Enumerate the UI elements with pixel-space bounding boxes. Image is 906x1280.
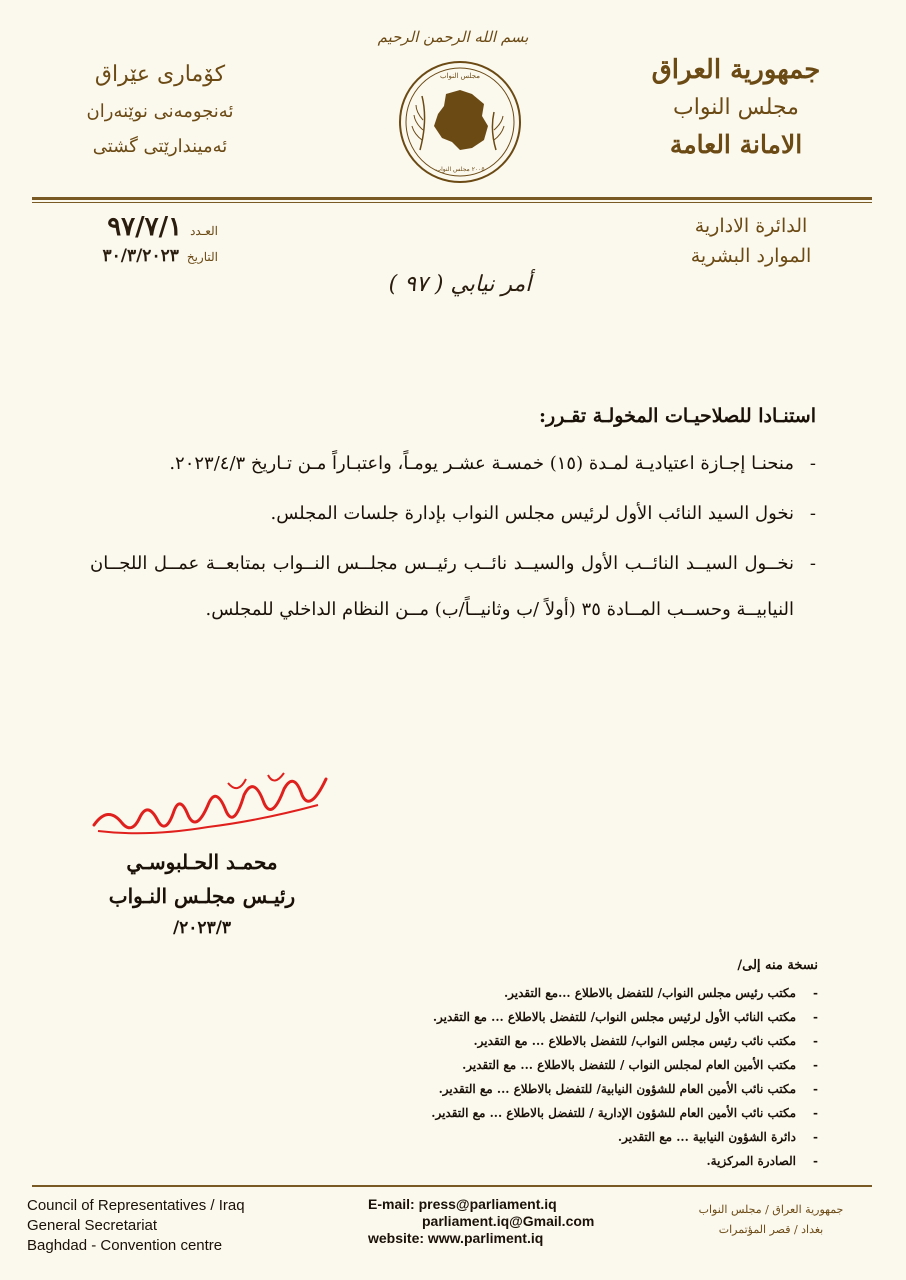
item-dash: - bbox=[813, 1106, 818, 1120]
copy-item-text: دائرة الشؤون النيابية ... مع التقدير. bbox=[617, 1130, 796, 1144]
footer-english-line1: Council of Representatives / Iraq bbox=[27, 1197, 245, 1214]
seal-top-text: مجلس النواب bbox=[439, 72, 481, 80]
item-dash: - bbox=[813, 1154, 818, 1168]
footer-email-secondary[interactable]: parliament.iq@Gmail.com bbox=[422, 1213, 595, 1229]
footer-contacts bbox=[368, 1196, 638, 1247]
reference-number-row bbox=[48, 212, 218, 246]
item-dash: - bbox=[813, 986, 818, 1000]
copy-item bbox=[298, 1149, 818, 1173]
order-item-text: نخول السيد النائب الأول لرئيس مجلس النواب بإدارة جلسات المجلس. bbox=[270, 503, 794, 524]
copy-item-text: الصادرة المركزية. bbox=[706, 1154, 796, 1168]
reference-number-label: العـدد bbox=[190, 224, 218, 238]
letterhead-arabic-line1: جمهورية العراق bbox=[651, 55, 821, 85]
item-dash: - bbox=[813, 1130, 818, 1144]
reference-date-value: ٣٠/٣/٢٠٢٣ bbox=[102, 246, 179, 266]
reference-date-row bbox=[48, 246, 218, 280]
letterhead-kurdish bbox=[60, 62, 260, 157]
department-line1: الدائرة الادارية bbox=[694, 215, 808, 237]
copy-item-text: مكتب نائب الأمين العام للشؤون الإدارية / للتفضل بالاطلاع ... مع التقدير. bbox=[431, 1106, 796, 1120]
order-item-text: نخــول السيــد النائــب الأول والسيــد نائــب رئيــس مجلــس النــواب بمتابعــة عمــل اللجــان النيابيــة وحســب المــادة ٣٥ (أولاً /ب وثانيــاً/ب) مــن النظام الداخلي للمجلس. bbox=[90, 553, 794, 620]
footer-website[interactable]: website: www.parliment.iq bbox=[368, 1230, 544, 1246]
header-rule bbox=[32, 197, 872, 200]
footer-english-line2: General Secretariat bbox=[27, 1217, 158, 1234]
item-dash: - bbox=[813, 1082, 818, 1096]
copy-item-text: مكتب نائب رئيس مجلس النواب/ للتفضل بالاطلاع ... مع التقدير. bbox=[473, 1034, 796, 1048]
order-body bbox=[90, 405, 816, 637]
letterhead-kurdish-line2: ئەنجومەنی نوێنەران bbox=[86, 101, 234, 122]
department-line2: الموارد البشرية bbox=[690, 245, 812, 267]
order-title: أمر نيابي ( ٩٧ ) bbox=[388, 272, 532, 297]
item-dash: - bbox=[813, 1034, 818, 1048]
department-block bbox=[676, 215, 826, 267]
signatory-title: رئيـس مجلـس النـواب bbox=[108, 884, 296, 908]
footer-rule bbox=[32, 1185, 872, 1187]
letterhead-kurdish-line3: ئەمیندارێتی گشتی bbox=[92, 136, 228, 157]
copy-item bbox=[298, 981, 818, 1005]
order-item bbox=[90, 491, 816, 537]
letterhead-arabic-line2: مجلس النواب bbox=[673, 95, 799, 120]
item-dash: - bbox=[809, 553, 816, 574]
reference-block bbox=[48, 212, 218, 280]
signatory-date: ٢٠٢٣/٣/ bbox=[172, 918, 232, 938]
copy-item bbox=[298, 1125, 818, 1149]
handwritten-signature bbox=[88, 765, 338, 845]
footer-email[interactable]: E-mail: press@parliament.iq bbox=[368, 1196, 557, 1212]
reference-date-label: التاريخ bbox=[186, 250, 218, 264]
copy-item-text: مكتب رئيس مجلس النواب/ للتفضل بالاطلاع ...مع التقدير. bbox=[503, 986, 796, 1000]
item-dash: - bbox=[813, 1058, 818, 1072]
footer-english-line3: Baghdad - Convention centre bbox=[27, 1237, 223, 1254]
footer-address-arabic bbox=[681, 1200, 861, 1240]
copy-item-text: مكتب نائب الأمين العام للشؤون النيابية/ للتفضل بالاطلاع ... مع التقدير. bbox=[438, 1082, 796, 1096]
footer-arabic-line2: بغداد / قصر المؤتمرات bbox=[718, 1223, 824, 1236]
basmala: بسم الله الرحمن الرحيم bbox=[377, 28, 529, 46]
item-dash: - bbox=[813, 1010, 818, 1024]
letterhead-arabic bbox=[626, 55, 846, 159]
signatory-name: محمـد الحـلبوسـي bbox=[126, 850, 278, 874]
copy-item-text: مكتب النائب الأول لرئيس مجلس النواب/ للتفضل بالاطلاع ... مع التقدير. bbox=[432, 1010, 796, 1024]
copy-item bbox=[298, 1101, 818, 1125]
reference-number-value: ٩٧/٧/١ bbox=[107, 212, 183, 242]
footer-arabic-line1: جمهورية العراق / مجلس النواب bbox=[698, 1203, 844, 1216]
copy-item bbox=[298, 1053, 818, 1077]
letterhead-arabic-line3: الامانة العامة bbox=[669, 130, 803, 159]
header-rule-thin bbox=[32, 202, 872, 203]
copies-title: نسخة منه إلى/ bbox=[737, 958, 818, 973]
seal-bottom-text: ٢٠٠٥ مجلس النواب bbox=[435, 166, 485, 173]
order-item bbox=[90, 441, 816, 487]
order-intro: استنـادا للصلاحيـات المخولـة تقـرر: bbox=[538, 405, 816, 427]
order-item bbox=[90, 541, 816, 633]
item-dash: - bbox=[809, 503, 816, 524]
letterhead-kurdish-line1: كۆماری عێراق bbox=[94, 62, 226, 87]
copy-item bbox=[298, 1077, 818, 1101]
copy-item bbox=[298, 1005, 818, 1029]
footer-address-english bbox=[27, 1196, 327, 1256]
signatory-block bbox=[92, 850, 312, 938]
copy-item-text: مكتب الأمين العام لمجلس النواب / للتفضل بالاطلاع ... مع التقدير. bbox=[462, 1058, 796, 1072]
order-item-text: منحنـا إجـازة اعتياديـة لمـدة (١٥) خمسـة عشـر يومـاً، واعتبـاراً مـن تـاريخ ٢٠٢٣/٤/٣. bbox=[169, 453, 794, 474]
copies-list bbox=[298, 958, 818, 1173]
copy-item bbox=[298, 1029, 818, 1053]
item-dash: - bbox=[809, 453, 816, 474]
